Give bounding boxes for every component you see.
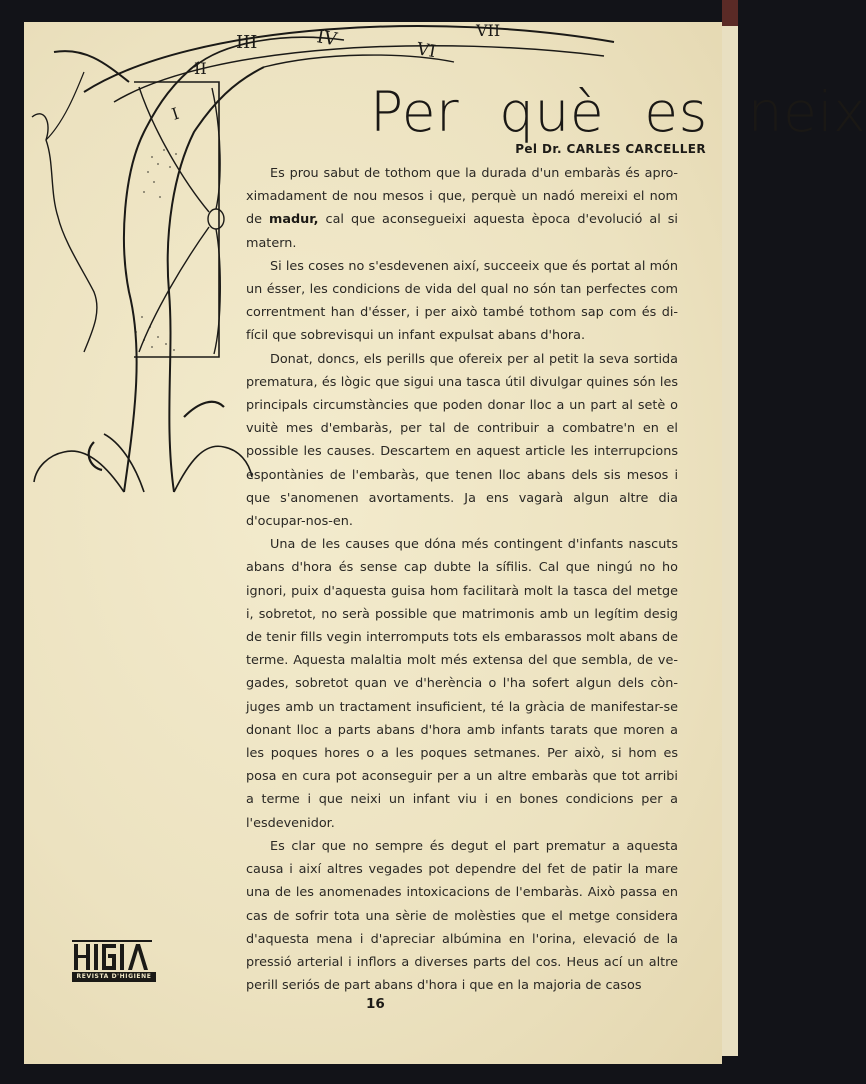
clock-numeral: VII [476,21,501,40]
clock-numeral: II [194,59,207,78]
clock-numeral: III [236,32,258,53]
tree-trunk [124,62,199,492]
woman-arm [46,72,84,140]
byline [515,142,706,156]
next-page-edge [720,26,738,1056]
hourglass-bottom [139,227,209,352]
article-body [246,162,678,997]
clock-numeral: VI [415,39,438,63]
book-edge [722,0,738,26]
article-paragraph: Una de les causes que dóna més contingent d'infants nascuts abans d'hora és sense cap dubte la sífilis. Cal que ningú no ho ignori, puix d'aquesta guisa hom facilitarà molt la tasca del metge i, sobretot, no serà possible que matrimonis amb un legítim desig de tenir fills vegin interromputs tots els embarassos molt abans de terme. Aquesta malaltia molt més extensa del que sembla, de vegades, sobretot quan ve d'herència o l'ha sofert algun dels cònjuges amb un tractament insuficient, té la gràcia de manifestar-se donant lloc a parts abans d'hora amb infants tarats que moren a les poques hores o a les poques setmanes. Per això, si hom es posa en cura pot aconseguir per a un altre embaràs que tot arribi a terme i que neixi un infant viu i en bones condicions per a l'esdevenidor. [246,537,678,831]
clock-numeral: IV [315,26,339,51]
page-number: 16 [366,996,385,1012]
branch-left [54,51,129,82]
root-right [174,446,252,492]
byline-prefix: Pel Dr. [515,142,562,156]
logo-subtitle: REVISTA D'HIGIENE [72,972,156,982]
root-curl [184,402,224,417]
root-left [34,451,124,492]
clock-numeral: I [169,103,182,124]
byline-author: CARLES CARCELLER [566,142,706,156]
bold-term: madur, [269,212,319,228]
article-paragraph: Si les coses no s'esdevenen així, succeeix que és portat al món un ésser, les condicions de vida del qual no són tan perfectes com correntment han d'ésser, i per això també tothom sap com és difícil que sobrevisqui un infant expulsat abans d'hora. [246,258,678,344]
article-paragraph: Donat, doncs, els perills que ofereix per al petit la seva sortida prematura, és lògic que sigui una tasca útil divulgar quines són les principals circumstàncies que poden donar lloc a un part al setè o vuitè mes d'embaràs, per tal de contribuir a combatre'n en el possible les causes. Descartem en aquest article les interrupcions espontànies de l'embaràs, que tenen lloc abans dels sis mesos i que s'anomenen avortaments. Ja ens vagarà algun altre dia d'ocupar-nos-en. [246,351,678,530]
magazine-page [24,21,866,1064]
woman-figure [32,114,97,352]
higia-logo [72,932,156,994]
root-middle [104,434,144,492]
paragraph-text: cal que aconsegueixi aquesta època d'evolució al si matern. [246,212,678,251]
article-paragraph [246,162,678,255]
article-paragraph: Es clar que no sempre és degut el part prematur a aquesta causa i així altres vegades pot dependre del fet de patir la mare una de les anomenades intoxicacions de l'embaràs. Això passa en cas de sofrir tota una sèrie de molèsties que el metge considera d'aquesta mena i d'apreciar albúmina en l'orina, elevació de la pressió arterial i inflors a diverses parts del cos. Heus ací un altre perill seriós de part abans d'hora i que en la majoria de casos [246,838,678,994]
paragraph-text: Es prou sabut de tothom que la durada d'un embaràs és aproximadament de nou mesos i que, perquè un nadó mereixi el nom de [246,166,678,228]
article-title: Per què es neix [370,80,866,144]
hourglass-neck [208,209,224,229]
